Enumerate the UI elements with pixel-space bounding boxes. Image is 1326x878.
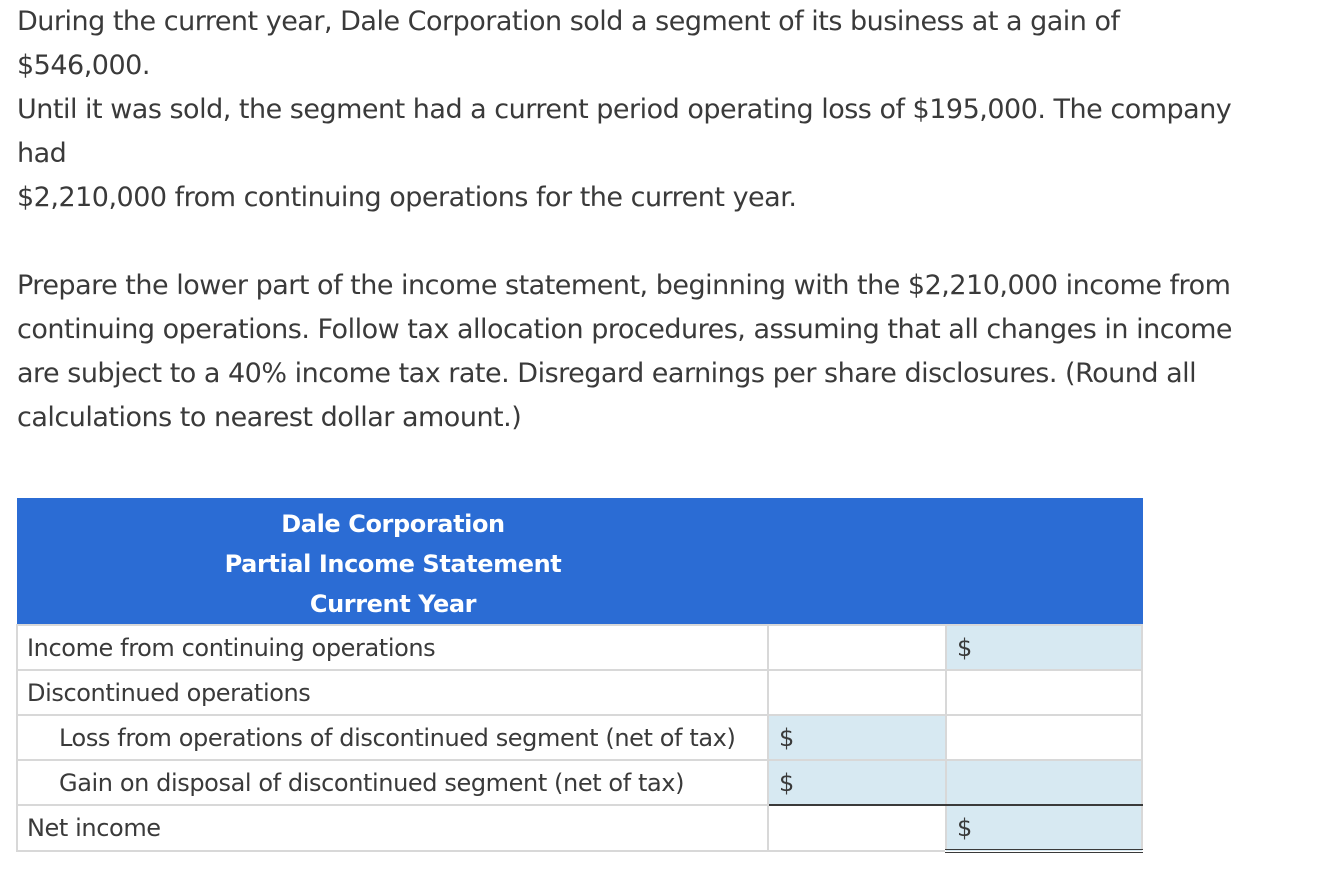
problem-line: $546,000.: [17, 50, 150, 81]
row-label: Income from continuing operations: [17, 625, 768, 670]
gain-disposal-amount-input[interactable]: [768, 760, 946, 805]
row-label: Net income: [17, 805, 768, 851]
row-label: Gain on disposal of discontinued segment (net of tax): [17, 760, 768, 805]
mid-amount-cell: [768, 670, 946, 715]
table-row: [17, 805, 1142, 851]
income-statement-table: [16, 498, 1143, 853]
right-amount-cell: [946, 715, 1142, 760]
problem-paragraph-2: [17, 264, 1232, 440]
row-label: Loss from operations of discontinued segment (net of tax): [17, 715, 768, 760]
right-amount-cell: [946, 670, 1142, 715]
dollar-sign: $: [779, 723, 794, 752]
dollar-sign: $: [957, 813, 972, 842]
mid-amount-cell: [768, 625, 946, 670]
company-name: Dale Corporation: [281, 510, 505, 538]
problem-line: continuing operations. Follow tax allocation procedures, assuming that all changes in income: [17, 314, 1233, 345]
dollar-sign: $: [957, 633, 972, 662]
row-label: Discontinued operations: [17, 670, 768, 715]
continuing-ops-amount-input[interactable]: [946, 625, 1142, 670]
problem-line: Until it was sold, the segment had a current period operating loss of $195,000. The company: [17, 94, 1232, 125]
table-row: [17, 760, 1142, 805]
loss-discontinued-amount-input[interactable]: [768, 715, 946, 760]
net-income-amount-input[interactable]: [946, 805, 1142, 851]
statement-period: Current Year: [309, 590, 477, 618]
table-row: [17, 670, 1142, 715]
dollar-sign: $: [779, 768, 794, 797]
problem-paragraph-1: [17, 0, 1231, 220]
statement-title: Partial Income Statement: [224, 550, 562, 578]
problem-line: had: [17, 138, 67, 169]
problem-line: Prepare the lower part of the income statement, beginning with the $2,210,000 income from: [17, 270, 1231, 301]
problem-line: During the current year, Dale Corporation sold a segment of its business at a gain of: [17, 6, 1120, 37]
problem-line: $2,210,000 from continuing operations for the current year.: [17, 182, 797, 213]
table-row: [17, 625, 1142, 670]
discontinued-total-amount-input[interactable]: [946, 760, 1142, 805]
problem-line: calculations to nearest dollar amount.): [17, 402, 522, 433]
problem-line: are subject to a 40% income tax rate. Disregard earnings per share disclosures. (Round all: [17, 358, 1197, 389]
statement-header-row: [17, 499, 1142, 626]
mid-amount-cell: [768, 805, 946, 851]
statement-header: [17, 499, 1142, 626]
table-row: [17, 715, 1142, 760]
